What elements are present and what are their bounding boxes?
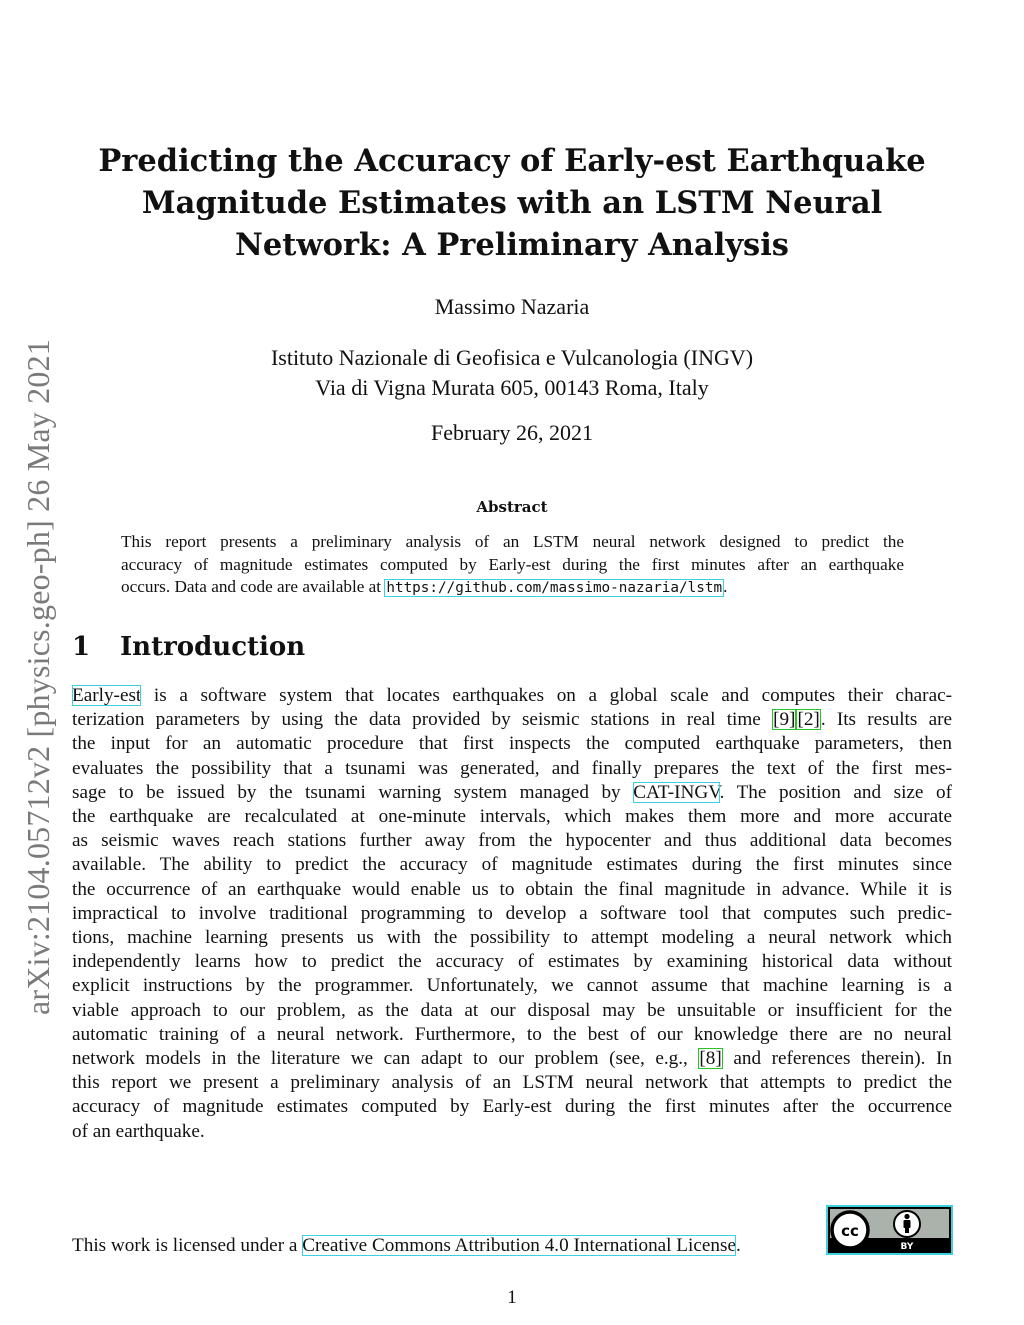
abstract-line: This report presents a preliminary analysis of an LSTM neural network designed to predict the bbox=[121, 532, 904, 551]
cc-by-badge-icon bbox=[828, 1207, 951, 1253]
cc-license-link[interactable]: Creative Commons Attribution 4.0 International License bbox=[302, 1235, 736, 1256]
paragraph-line: impractical to involve traditional programming to develop a software tool that computes such predic- bbox=[72, 902, 952, 924]
paragraph-line: the occurrence of an earthquake would enable us to obtain the final magnitude in advance. While it is bbox=[72, 878, 952, 900]
citation-link[interactable]: [2] bbox=[797, 709, 820, 731]
author-address: Via di Vigna Murata 605, 00143 Roma, Italy bbox=[315, 375, 709, 400]
citation-number: 2 bbox=[803, 709, 814, 731]
paragraph-text: and references therein). In bbox=[722, 1048, 952, 1070]
section-number: 1 bbox=[72, 632, 91, 662]
paragraph-line: as seismic waves reach stations further away from the hypocenter and thus additional data becomes bbox=[72, 830, 952, 852]
paragraph-line: independently learns how to predict the accuracy of estimates by examining historical data without bbox=[72, 951, 952, 973]
paragraph-line: automatic training of a neural network. Furthermore, to the best of our knowledge there are no neural bbox=[72, 1023, 952, 1045]
introduction-paragraph bbox=[72, 684, 952, 1144]
abstract-line: accuracy of magnitude estimates computed by Early-est during the first minutes after an earthquake bbox=[121, 554, 904, 574]
paragraph-line: of an earthquake. bbox=[72, 1120, 205, 1142]
early-est-link[interactable]: Early-est bbox=[72, 685, 142, 706]
repository-url-link[interactable]: https://github.com/massimo-nazaria/lstm bbox=[386, 580, 723, 596]
abstract-body bbox=[121, 531, 904, 600]
paragraph-line: evaluates the possibility that a tsunami was generated, and finally prepares the text of the first mes- bbox=[72, 757, 952, 779]
author-name: Massimo Nazaria bbox=[434, 294, 590, 319]
cc-by-badge-link[interactable] bbox=[828, 1207, 951, 1253]
title-line: Network: A Preliminary Analysis bbox=[235, 227, 789, 263]
paragraph-line: this report we present a preliminary analysis of an LSTM neural network that attempts to predict the bbox=[72, 1072, 952, 1094]
page-number: 1 bbox=[507, 1287, 517, 1308]
paragraph-line bbox=[72, 684, 952, 708]
title-line: Predicting the Accuracy of Early-est Earthquake bbox=[98, 143, 926, 179]
cat-ingv-link[interactable]: CAT-INGV bbox=[633, 781, 720, 803]
cc-glyph-text: cc bbox=[841, 1222, 859, 1240]
paragraph-text: . Its results are bbox=[820, 709, 952, 731]
paper-date: February 26, 2021 bbox=[431, 420, 593, 445]
paragraph-text: network models in the literature we can adapt to our problem (see, e.g., bbox=[72, 1048, 699, 1070]
paragraph-text: terization parameters by using the data provided by seismic stations in real time bbox=[72, 709, 773, 731]
abstract-text: . bbox=[723, 577, 728, 596]
paragraph-line bbox=[72, 708, 952, 732]
abstract-line bbox=[121, 576, 904, 600]
paragraph-text: sage to be issued by the tsunami warning system managed by bbox=[72, 781, 634, 803]
paragraph-text: . The position and size of bbox=[719, 781, 952, 803]
license-text: . bbox=[735, 1235, 741, 1256]
paragraph-line bbox=[72, 1047, 952, 1071]
section-heading bbox=[72, 632, 305, 662]
paragraph-text: is a software system that locates earthquakes on a global scale and computes their charac- bbox=[141, 685, 952, 706]
citation-number: 9 bbox=[779, 709, 790, 731]
section-title: Introduction bbox=[120, 632, 306, 662]
by-label-text: BY bbox=[900, 1242, 914, 1252]
abstract-heading: Abstract bbox=[476, 498, 548, 516]
paragraph-line: available. The ability to predict the accuracy of magnitude estimates during the first minutes since bbox=[72, 854, 952, 876]
title-line: Magnitude Estimates with an LSTM Neural bbox=[141, 185, 883, 221]
license-statement bbox=[72, 1235, 741, 1257]
paragraph-line bbox=[72, 781, 952, 805]
paper-title bbox=[72, 140, 952, 266]
paragraph-line: explicit instructions by the programmer. Unfortunately, we cannot assume that machine learning is a bbox=[72, 975, 952, 997]
author-affiliation: Istituto Nazionale di Geofisica e Vulcanologia (INGV) bbox=[270, 345, 754, 370]
citation-number: 8 bbox=[705, 1048, 716, 1070]
paragraph-line: accuracy of magnitude estimates computed by Early-est during the first minutes after the occurrence bbox=[72, 1096, 952, 1118]
paragraph-line: the input for an automatic procedure that first inspects the computed earthquake parameters, then bbox=[72, 733, 952, 755]
arxiv-identifier-stamp: arXiv:2104.05712v2 [physics.geo-ph] 26 May 2021 bbox=[20, 339, 56, 1015]
paragraph-line: viable approach to our problem, as the data at our disposal may be unsuitable or insufficient for the bbox=[72, 999, 952, 1021]
license-text: This work is licensed under a bbox=[72, 1235, 303, 1256]
paragraph-line: the earthquake are recalculated at one-minute intervals, which makes them more and more accurate bbox=[72, 806, 952, 828]
citation-link[interactable]: [9] bbox=[773, 709, 796, 731]
abstract-text: occurs. Data and code are available at bbox=[121, 577, 386, 596]
citation-link[interactable]: [8] bbox=[699, 1048, 722, 1070]
paragraph-line: tions, machine learning presents us with the possibility to attempt modeling a neural network which bbox=[72, 927, 952, 949]
